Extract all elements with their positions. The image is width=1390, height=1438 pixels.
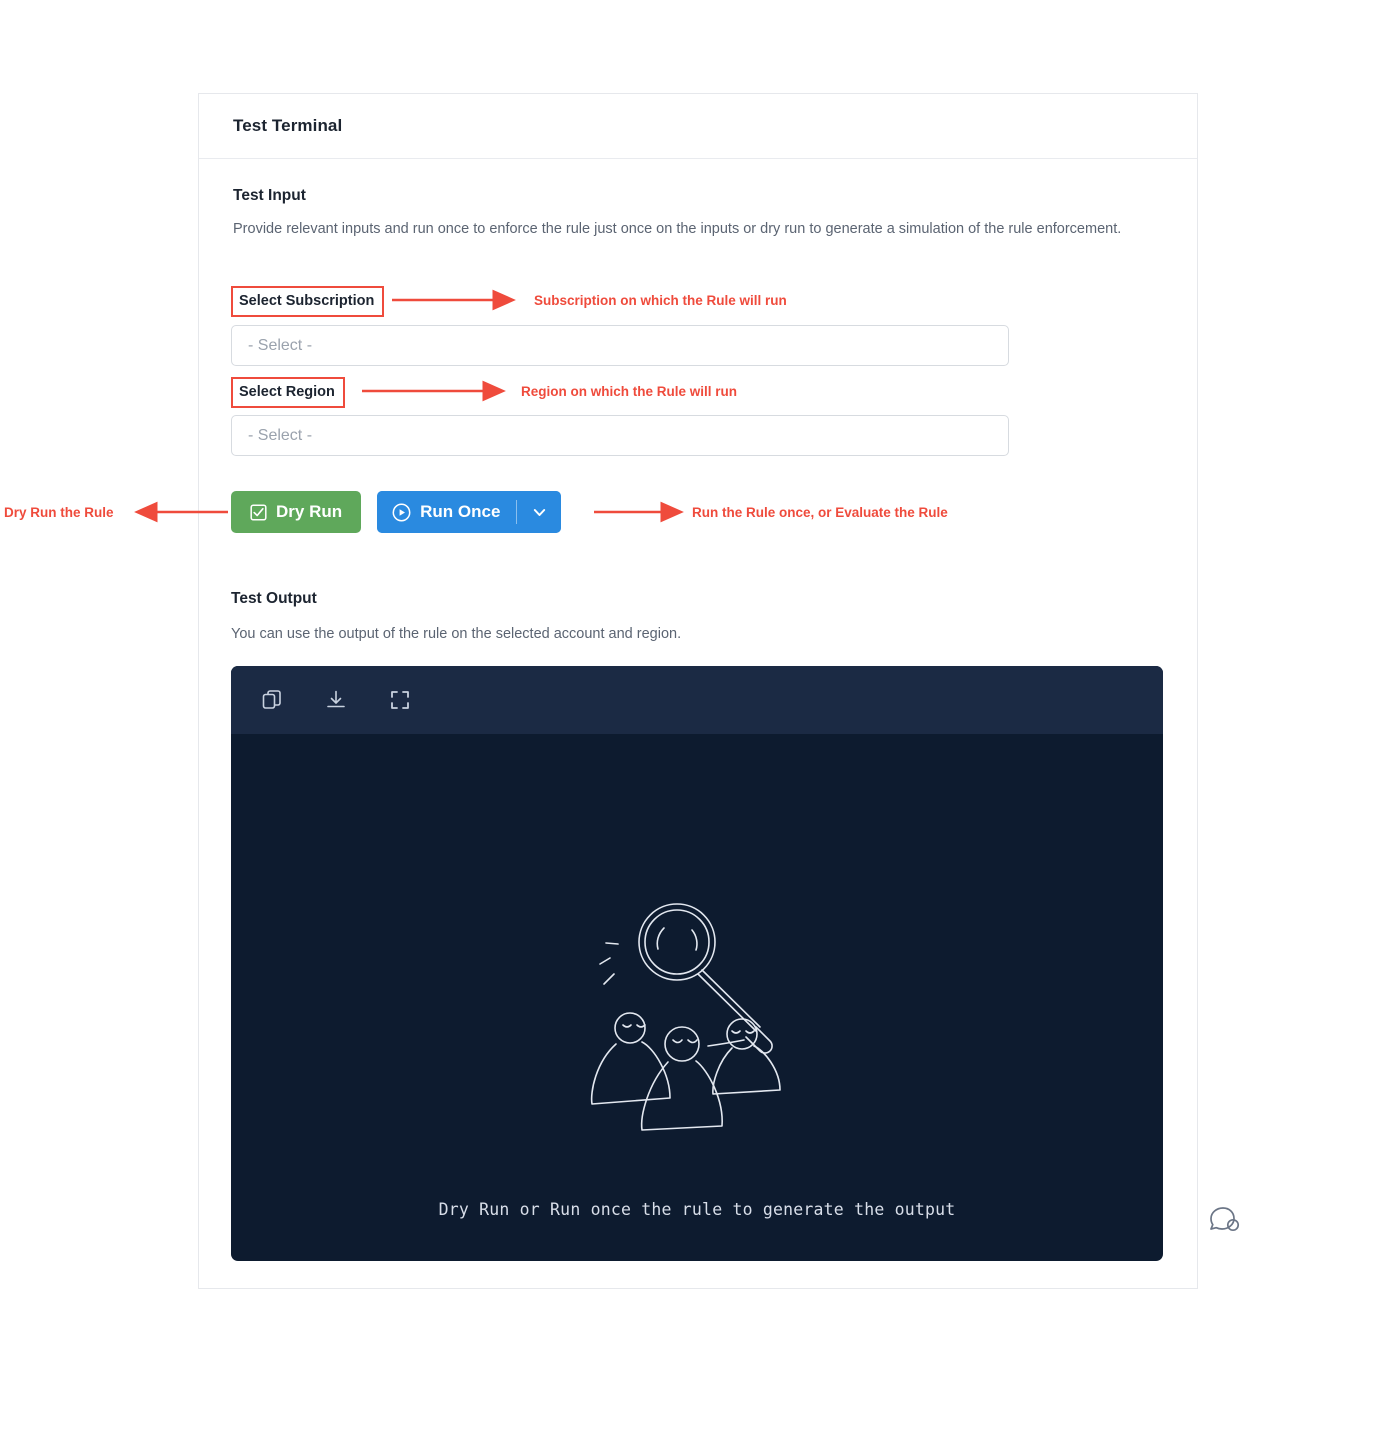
panel-header bbox=[199, 94, 1197, 159]
run-once-label: Run Once bbox=[420, 502, 501, 521]
run-once-button[interactable] bbox=[377, 491, 516, 533]
select-subscription-label: Select Subscription bbox=[231, 286, 384, 317]
chat-support-icon[interactable] bbox=[1208, 1203, 1241, 1241]
fullscreen-icon[interactable] bbox=[387, 687, 413, 713]
subscription-select[interactable] bbox=[231, 325, 1009, 366]
run-once-dropdown-button[interactable] bbox=[517, 491, 561, 533]
chevron-down-icon bbox=[531, 504, 548, 521]
annotation-subscription: Subscription on which the Rule will run bbox=[534, 293, 787, 308]
test-input-description: Provide relevant inputs and run once to enforce the rule just once on the inputs or dry run to generate a simulation of the rule enforcement. bbox=[233, 221, 1122, 237]
region-select[interactable] bbox=[231, 415, 1009, 456]
empty-state-illustration bbox=[582, 894, 812, 1159]
dry-run-button[interactable] bbox=[231, 491, 361, 533]
output-terminal bbox=[231, 666, 1163, 1261]
select-region-label: Select Region bbox=[231, 377, 345, 408]
download-icon[interactable] bbox=[323, 687, 349, 713]
checkbox-icon bbox=[250, 504, 267, 521]
terminal-output-area bbox=[231, 734, 1163, 1261]
copy-icon[interactable] bbox=[259, 687, 285, 713]
dry-run-label: Dry Run bbox=[276, 502, 343, 521]
run-once-button-group bbox=[377, 491, 561, 533]
terminal-toolbar bbox=[231, 666, 1163, 734]
play-circle-icon bbox=[392, 503, 411, 522]
test-output-description: You can use the output of the rule on the selected account and region. bbox=[231, 626, 682, 642]
test-input-heading: Test Input bbox=[233, 187, 306, 204]
action-buttons bbox=[231, 491, 561, 533]
annotation-run-once: Run the Rule once, or Evaluate the Rule bbox=[692, 505, 948, 520]
test-output-heading: Test Output bbox=[231, 590, 317, 607]
annotation-region: Region on which the Rule will run bbox=[521, 384, 737, 399]
terminal-empty-message: Dry Run or Run once the rule to generate the output bbox=[438, 1200, 956, 1219]
annotation-dry-run: Dry Run the Rule bbox=[4, 505, 114, 520]
panel-body bbox=[199, 159, 1197, 242]
page-title: Test Terminal bbox=[233, 116, 343, 135]
